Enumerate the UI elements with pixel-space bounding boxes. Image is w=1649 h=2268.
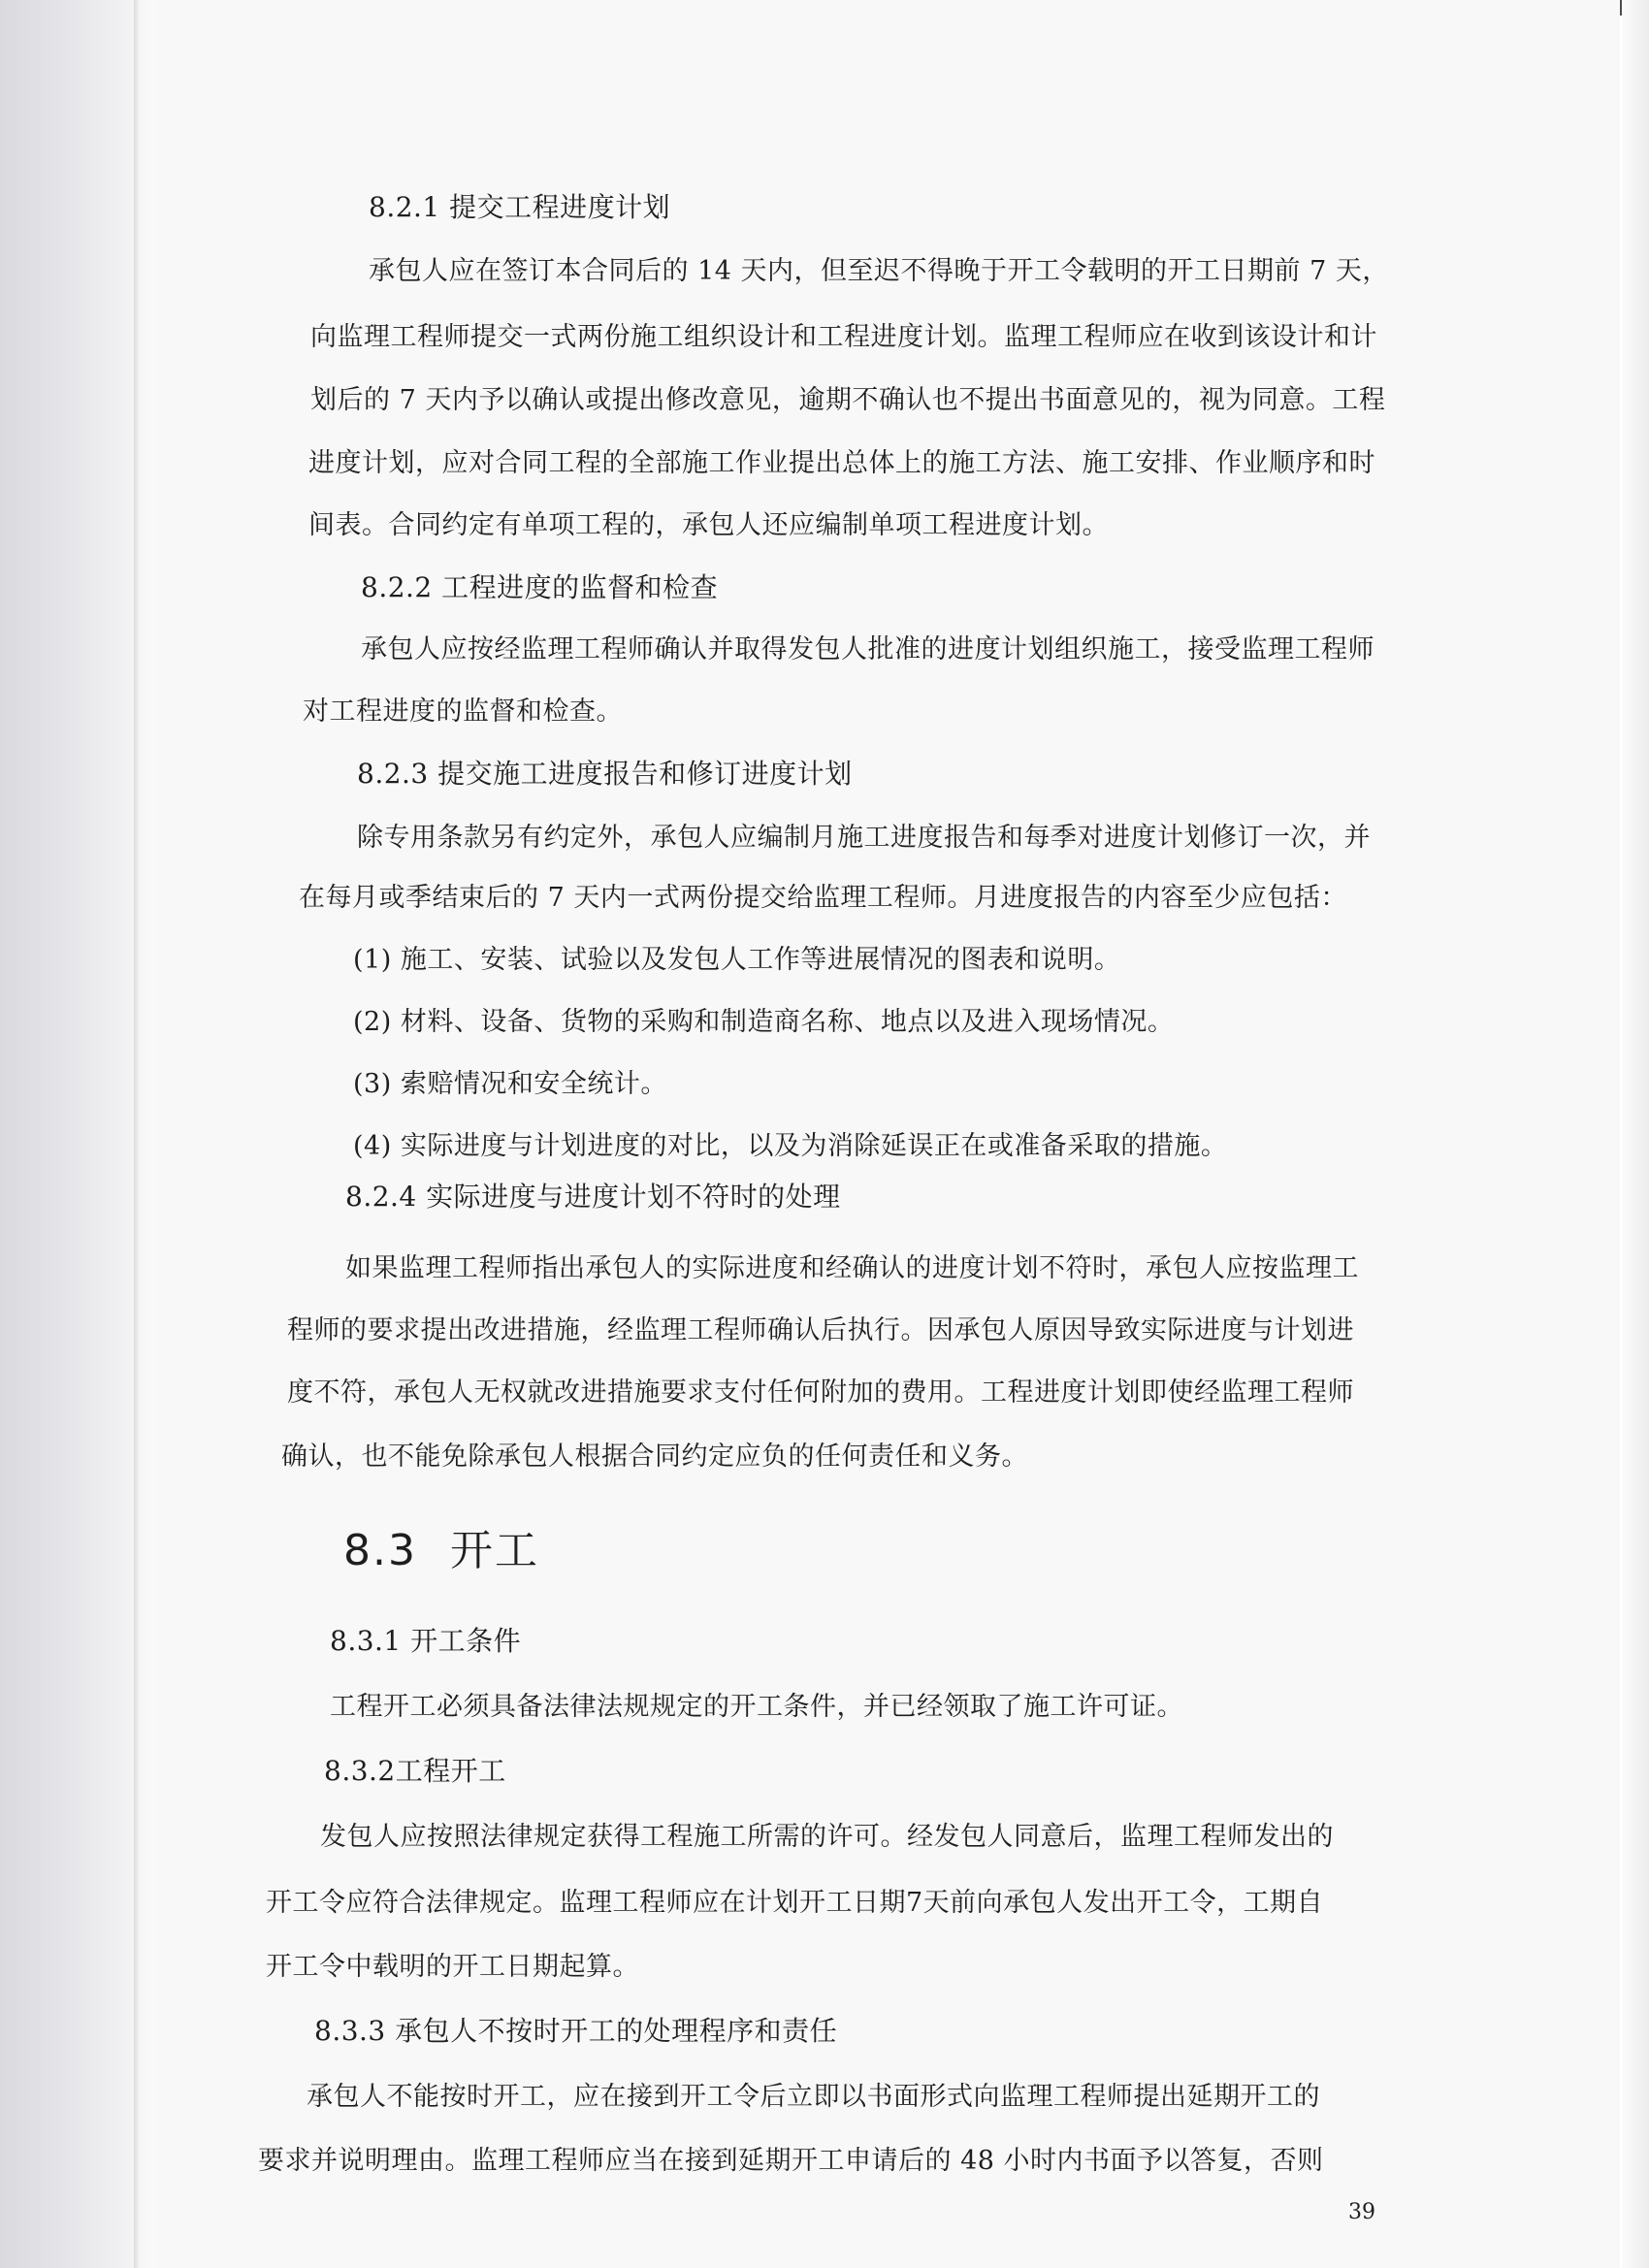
paragraph-line: 工程开工必须具备法律法规规定的开工条件，并已经领取了施工许可证。	[330, 1692, 1183, 1722]
scan-shadow-right	[1622, 0, 1649, 2268]
paragraph-line: 向监理工程师提交一式两份施工组织设计和工程进度计划。监理工程师应在收到该设计和计	[310, 322, 1377, 352]
paragraph-line: 度不符，承包人无权就改进措施要求支付任何附加的费用。工程进度计划即使经监理工程师	[287, 1377, 1354, 1408]
paragraph-line: 确认，也不能免除承包人根据合同约定应负的任何责任和义务。	[281, 1442, 1028, 1472]
paragraph-line: 在每月或季结束后的 7 天内一式两份提交给监理工程师。月进度报告的内容至少应包括：	[299, 883, 1347, 913]
paragraph-line: 对工程进度的监督和检查。	[303, 697, 623, 727]
list-item: (3) 索赔情况和安全统计。	[353, 1069, 667, 1099]
paragraph-line: 划后的 7 天内予以确认或提出修改意见，逾期不确认也不提出书面意见的，视为同意。工程	[310, 385, 1386, 415]
paragraph-line: 要求并说明理由。监理工程师应当在接到延期开工申请后的 48 小时内书面予以答复，否则	[258, 2146, 1324, 2176]
section-title: 开工	[450, 1526, 539, 1575]
paragraph-line: 承包人不能按时开工，应在接到开工令后立即以书面形式向监理工程师提出延期开工的	[307, 2082, 1320, 2112]
subheading-8-2-1: 8.2.1 提交工程进度计划	[369, 191, 671, 223]
paragraph-line: 进度计划，应对合同工程的全部施工作业提出总体上的施工方法、施工安排、作业顺序和时	[308, 448, 1375, 478]
book-gutter	[0, 0, 155, 2268]
subheading-8-2-2: 8.2.2 工程进度的监督和检查	[361, 571, 719, 603]
paragraph-line: 承包人应在签订本合同后的 14 天内，但至迟不得晚于开工令载明的开工日期前 7 天，	[369, 256, 1389, 286]
gutter-edge-shadow	[134, 0, 140, 2268]
list-item: (1) 施工、安装、试验以及发包人工作等进展情况的图表和说明。	[353, 945, 1121, 975]
subheading-8-2-3: 8.2.3 提交施工进度报告和修订进度计划	[357, 758, 853, 790]
subheading-8-3-2: 8.3.2工程开工	[324, 1755, 506, 1787]
section-heading-8-3	[343, 1527, 539, 1575]
paragraph-line: 如果监理工程师指出承包人的实际进度和经确认的进度计划不符时，承包人应按监理工	[345, 1253, 1359, 1283]
list-item: (4) 实际进度与计划进度的对比，以及为消除延误正在或准备采取的措施。	[353, 1131, 1228, 1161]
paragraph-line: 程师的要求提出改进措施，经监理工程师确认后执行。因承包人原因导致实际进度与计划进	[287, 1315, 1354, 1345]
subheading-8-2-4: 8.2.4 实际进度与进度计划不符时的处理	[345, 1181, 841, 1213]
paragraph-line: 发包人应按照法律规定获得工程施工所需的许可。经发包人同意后，监理工程师发出的	[320, 1822, 1334, 1852]
paragraph-line: 开工令中载明的开工日期起算。	[266, 1952, 639, 1982]
paragraph-line: 承包人应按经监理工程师确认并取得发包人批准的进度计划组织施工，接受监理工程师	[361, 634, 1374, 664]
paragraph-line: 除专用条款另有约定外，承包人应编制月施工进度报告和每季对进度计划修订一次，并	[357, 823, 1371, 853]
paragraph-line: 开工令应符合法律规定。监理工程师应在计划开工日期7天前向承包人发出开工令，工期自	[266, 1888, 1324, 1918]
page-number: 39	[1348, 2200, 1375, 2224]
paragraph-line: 间表。合同约定有单项工程的，承包人还应编制单项工程进度计划。	[308, 510, 1109, 540]
subheading-8-3-1: 8.3.1 开工条件	[330, 1625, 522, 1657]
section-number: 8.3	[343, 1526, 417, 1575]
subheading-8-3-3: 8.3.3 承包人不按时开工的处理程序和责任	[314, 2015, 838, 2047]
list-item: (2) 材料、设备、货物的采购和制造商名称、地点以及进入现场情况。	[353, 1007, 1175, 1037]
